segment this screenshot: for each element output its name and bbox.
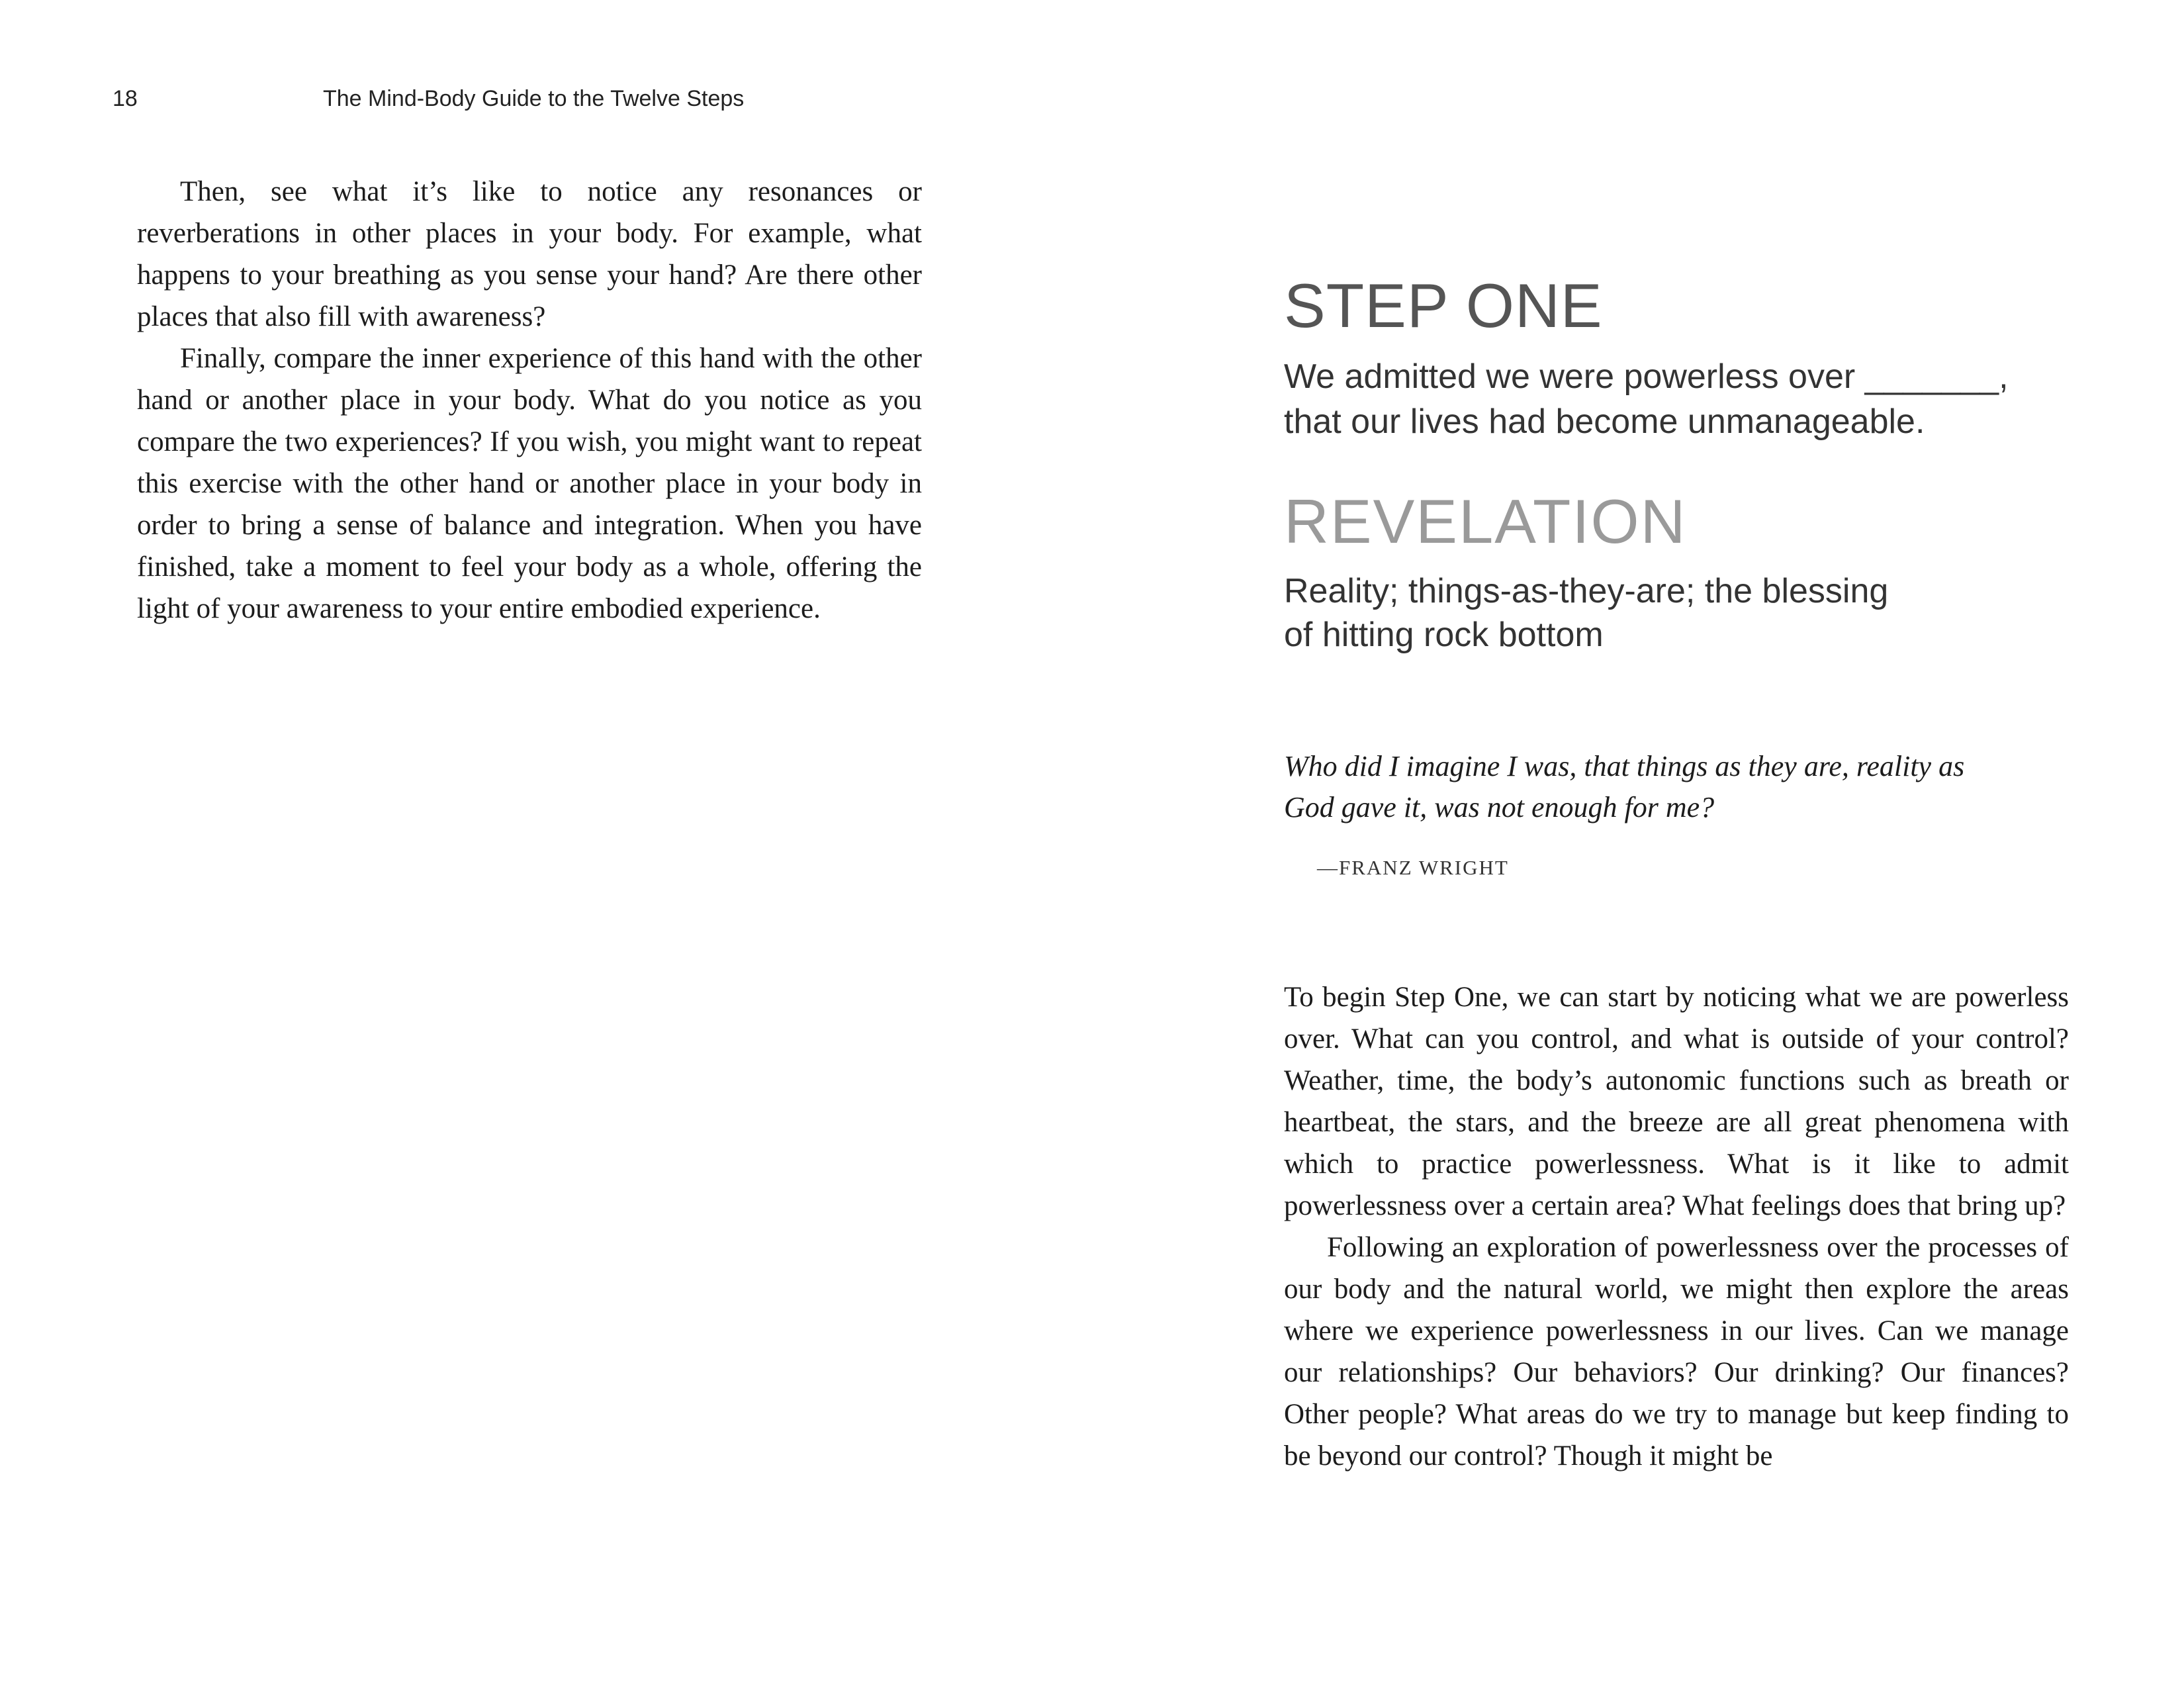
epigraph-line: Who did I imagine I was, that things as they are, reality as [1284,750,1965,782]
paragraph: Following an exploration of powerlessness over the processes of our body and the natural world, we might then explore the areas where we experience powerlessness in our lives. Can we manage our relationships? Our behaviors? Our drinking? Our finances? Other people? What areas do we try to manage but keep finding to be beyond our control? Though it might be [1284,1232,2069,1472]
running-head [113,86,744,112]
epigraph-line: God gave it, was not enough for me? [1284,791,1715,823]
revelation-line: Reality; things-as-they-are; the blessing [1284,572,1889,610]
step-statement [1284,354,2111,444]
revelation-statement [1284,569,2012,657]
epigraph-attribution: —FRANZ WRIGHT [1317,856,1509,879]
right-page [1092,0,2184,1688]
revelation-heading: REVELATION [1284,487,1687,556]
left-body-text [137,171,922,630]
epigraph-quote [1284,746,1979,828]
step-line: We admitted we were powerless over _______, [1284,357,2009,396]
right-body-text [1284,976,2069,1477]
page-number: 18 [113,86,138,111]
paragraph: Then, see what it’s like to notice any resonances or reverberations in other places in your body. For example, what happens to your breathing as you sense your hand? Are there other places that also fill with awareness? [137,176,922,332]
paragraph: Finally, compare the inner experience of this hand with the other hand or another place in your body. What do you notice as you compare the two experiences? If you wish, you might want to repeat this exercise with the other hand or another place in your body in order to bring a sense of balance and integration. When you have finished, take a moment to feel your body as a whole, offering the light of your awareness to your entire embodied experience. [137,343,922,624]
revelation-line: of hitting rock bottom [1284,616,1604,654]
paragraph: To begin Step One, we can start by noticing what we are powerless over. What can you control, and what is outside of your control? Weather, time, the body’s autonomic functions such as breath or heartbeat, the stars, and the breeze are all great phenomena with which to practice powerlessness. What is it like to admit powerlessness over a certain area? What feelings does that bring up? [1284,982,2069,1221]
book-title: The Mind-Body Guide to the Twelve Steps [323,86,745,111]
step-line: that our lives had become unmanageable. [1284,402,1925,441]
step-heading: STEP ONE [1284,271,1603,340]
